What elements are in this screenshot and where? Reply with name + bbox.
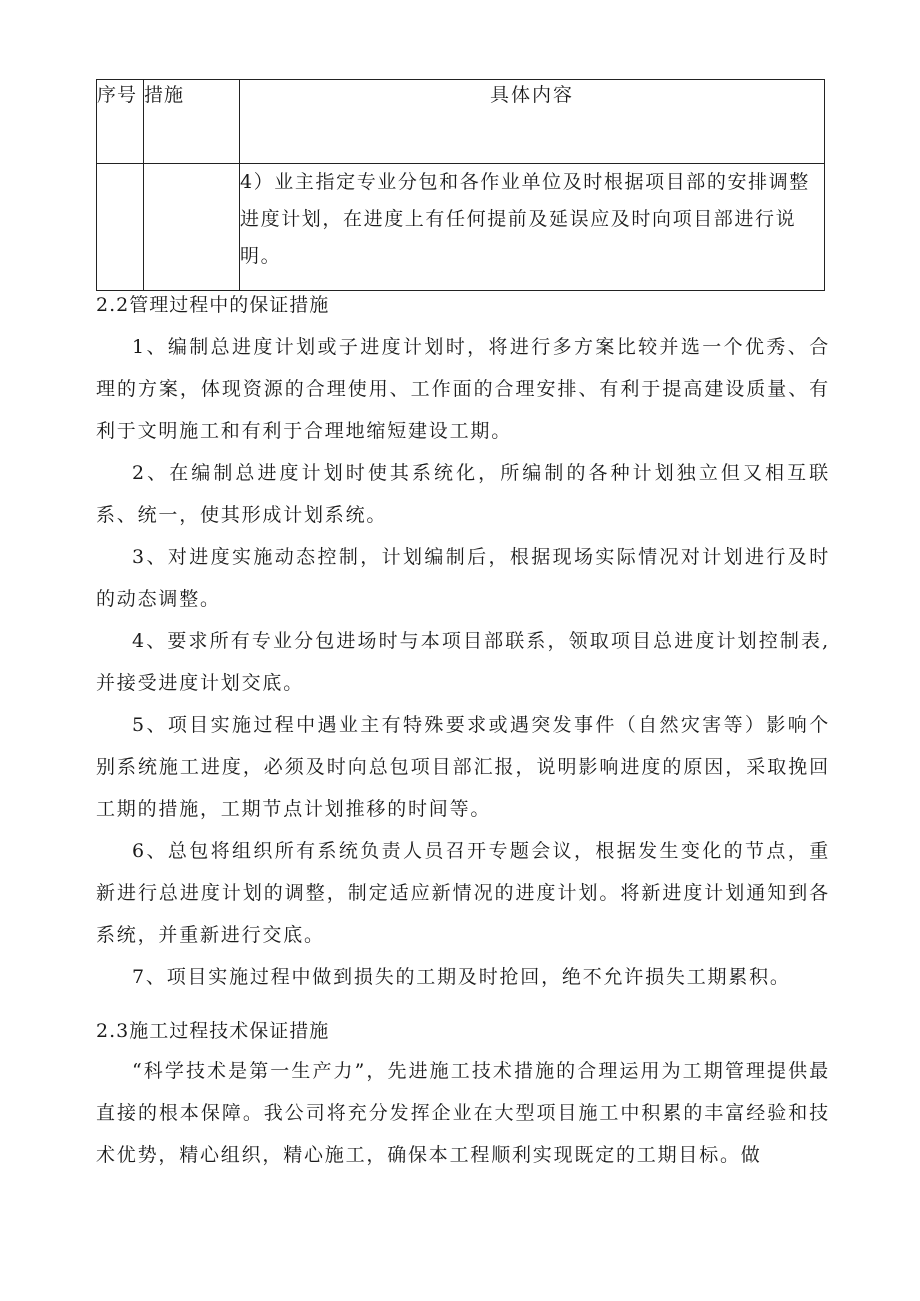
header-measure: 措施: [144, 80, 240, 164]
cell-seq: [97, 164, 144, 291]
paragraph-2-2-3: 3、对进度实施动态控制，计划编制后，根据现场实际情况对计划进行及时的动态调整。: [96, 546, 830, 610]
section-2-3-heading: 2.3施工过程技术保证措施: [96, 1020, 330, 1042]
cell-measure: [144, 164, 240, 291]
paragraph-2-2-5: 5、项目实施过程中遇业主有特殊要求或遇突发事件（自然灾害等）影响个别系统施工进度，必须及时向总包项目部汇报，说明影响进度的原因，采取挽回工期的措施，工期节点计划推移的时间等。: [96, 714, 830, 820]
paragraph-2-2-1: 1、编制总进度计划或子进度计划时，将进行多方案比较并选一个优秀、合理的方案，体现资源的合理使用、工作面的合理安排、有利于提高建设质量、有利于文明施工和有利于合理地缩短建设工期。: [96, 336, 830, 442]
section-2-2-heading: 2.2管理过程中的保证措施: [96, 294, 330, 316]
paragraph-2-2-6: 6、总包将组织所有系统负责人员召开专题会议，根据发生变化的节点，重新进行总进度计划的调整，制定适应新情况的进度计划。将新进度计划通知到各系统，并重新进行交底。: [96, 840, 830, 946]
paragraph-2-2-7: 7、项目实施过程中做到损失的工期及时抢回，绝不允许损失工期累积。: [132, 966, 791, 988]
cell-content: 4）业主指定专业分包和各作业单位及时根据项目部的安排调整进度计划，在进度上有任何提前及延误应及时向项目部进行说明。: [240, 164, 825, 291]
header-seq: 序号: [97, 80, 144, 164]
paragraph-2-2-4: 4、要求所有专业分包进场时与本项目部联系，领取项目总进度计划控制表,并接受进度计划交底。: [96, 630, 830, 694]
measures-table: [96, 79, 825, 291]
table-row: [97, 164, 825, 291]
paragraph-2-3-1: “科学技术是第一生产力”，先进施工技术措施的合理运用为工期管理提供最直接的根本保障。我公司将充分发挥企业在大型项目施工中积累的丰富经验和技术优势，精心组织，精心施工，确保本工程顺利实现既定的工期目标。做: [96, 1060, 830, 1166]
table-header-row: [97, 80, 825, 164]
paragraph-2-2-2: 2、在编制总进度计划时使其系统化，所编制的各种计划独立但又相互联系、统一，使其形成计划系统。: [96, 462, 830, 526]
header-content: 具体内容: [240, 80, 825, 164]
